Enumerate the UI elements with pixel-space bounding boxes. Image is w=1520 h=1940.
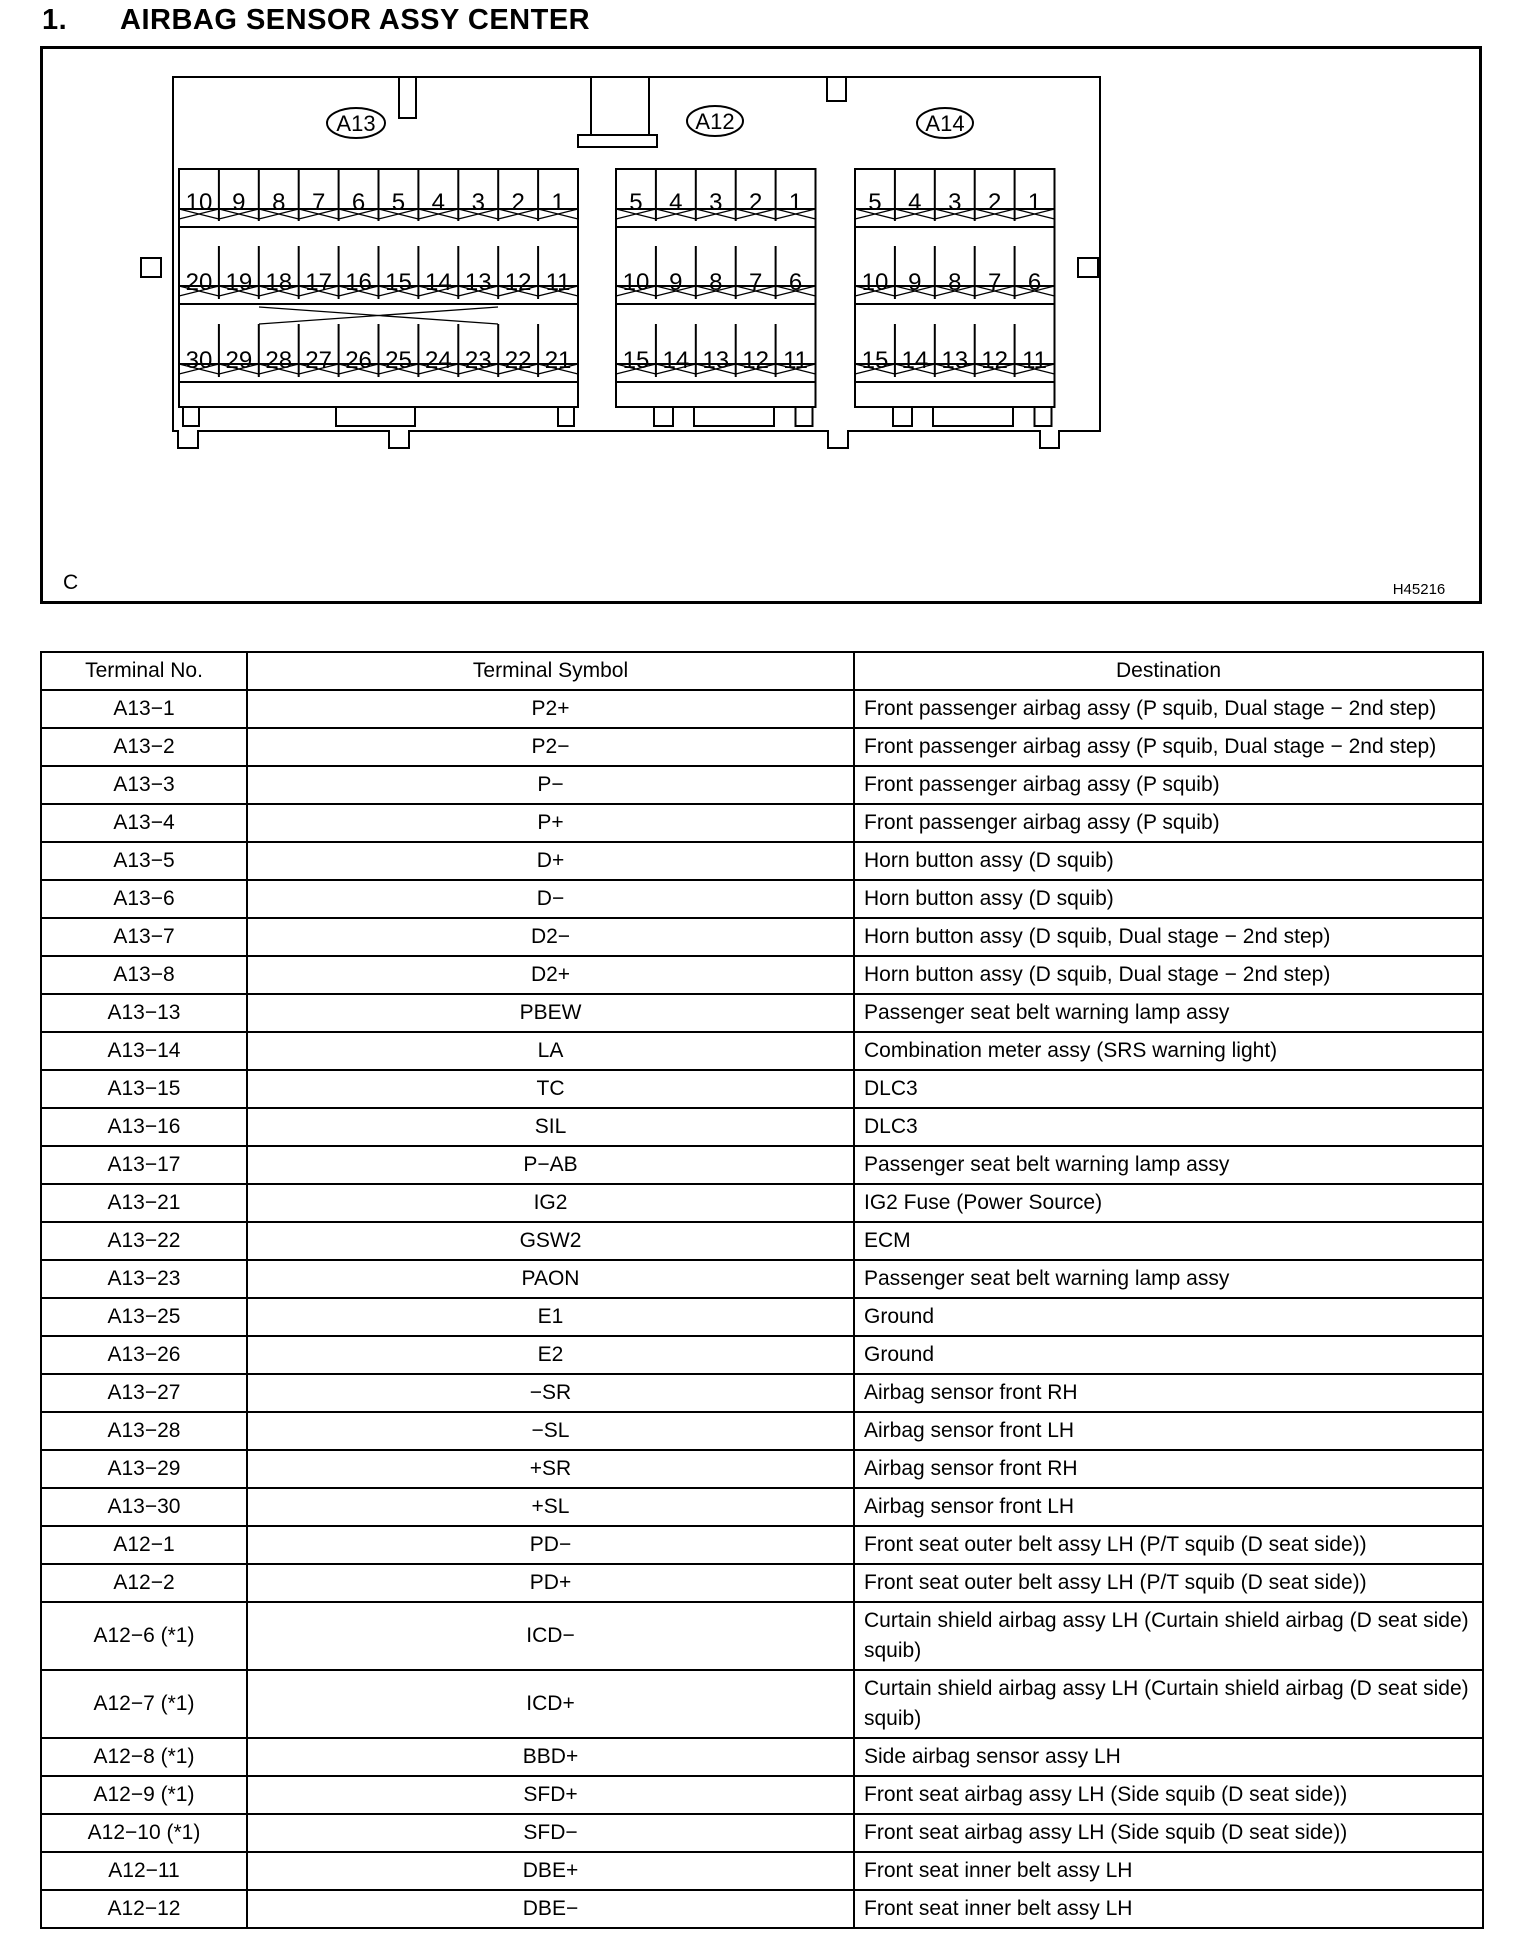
pin-number: 26 — [345, 347, 372, 374]
terminal-no-cell: A13−3 — [41, 766, 247, 804]
corner-label: C — [63, 571, 79, 594]
terminal-no-cell: A12−1 — [41, 1526, 247, 1564]
terminal-symbol-cell: PBEW — [247, 994, 854, 1032]
pin-number: 1 — [1027, 189, 1042, 216]
pin-number: 6 — [351, 189, 366, 216]
terminal-symbol-cell: SFD+ — [247, 1776, 854, 1814]
destination-cell: Front seat airbag assy LH (Side squib (D seat side)) — [854, 1776, 1483, 1814]
terminal-symbol-cell: PD+ — [247, 1564, 854, 1602]
terminal-symbol-cell: −SR — [247, 1374, 854, 1412]
pin-number: 13 — [702, 347, 730, 374]
destination-cell: IG2 Fuse (Power Source) — [854, 1184, 1483, 1222]
table-row — [41, 1184, 1483, 1222]
pin-number: 10 — [622, 269, 650, 296]
destination-cell: Curtain shield airbag assy LH (Curtain shield airbag (D seat side) squib) — [854, 1602, 1483, 1670]
table-row — [41, 1776, 1483, 1814]
pin-number: 5 — [629, 189, 643, 216]
table-row — [41, 1602, 1483, 1670]
terminal-no-cell: A13−22 — [41, 1222, 247, 1260]
terminal-no-cell: A13−13 — [41, 994, 247, 1032]
connector-a12 — [616, 106, 816, 426]
figure-id: H45216 — [1392, 581, 1446, 598]
pin-number: 5 — [868, 189, 882, 216]
table-row — [41, 1374, 1483, 1412]
destination-cell: DLC3 — [854, 1070, 1483, 1108]
pin-number: 17 — [305, 269, 333, 296]
terminal-no-cell: A12−6 (*1) — [41, 1602, 247, 1670]
terminal-symbol-cell: D− — [247, 880, 854, 918]
table-row — [41, 728, 1483, 766]
pin-number: 15 — [385, 269, 412, 296]
terminal-no-cell: A12−10 (*1) — [41, 1814, 247, 1852]
pin-number: 13 — [464, 269, 492, 296]
terminal-no-cell: A13−14 — [41, 1032, 247, 1070]
table-row — [41, 842, 1483, 880]
terminal-symbol-cell: PAON — [247, 1260, 854, 1298]
pin-number: 21 — [544, 347, 572, 374]
destination-cell: ECM — [854, 1222, 1483, 1260]
table-row — [41, 956, 1483, 994]
table-row — [41, 1488, 1483, 1526]
table-row — [41, 1070, 1483, 1108]
pin-number: 15 — [861, 347, 889, 374]
table-row — [41, 1670, 1483, 1738]
terminal-table — [40, 651, 1484, 1929]
pin-number: 9 — [232, 189, 246, 216]
terminal-no-cell: A13−5 — [41, 842, 247, 880]
pin-number: 3 — [948, 189, 962, 216]
terminal-symbol-cell: −SL — [247, 1412, 854, 1450]
pin-number: 25 — [385, 347, 412, 374]
pin-number: 6 — [1027, 269, 1042, 296]
connector-label: A13 — [336, 111, 376, 136]
terminal-symbol-cell: DBE− — [247, 1890, 854, 1928]
table-row — [41, 1032, 1483, 1070]
terminal-no-cell: A13−1 — [41, 690, 247, 728]
table-row — [41, 1526, 1483, 1564]
terminal-symbol-cell: BBD+ — [247, 1738, 854, 1776]
table-row — [41, 1852, 1483, 1890]
terminal-symbol-cell: +SR — [247, 1450, 854, 1488]
destination-cell: Side airbag sensor assy LH — [854, 1738, 1483, 1776]
pin-number: 10 — [861, 269, 889, 296]
pin-number: 3 — [709, 189, 723, 216]
pin-number: 4 — [669, 189, 683, 216]
terminal-no-cell: A12−7 (*1) — [41, 1670, 247, 1738]
pin-number: 13 — [941, 347, 969, 374]
terminal-symbol-cell: ICD− — [247, 1602, 854, 1670]
pin-number: 15 — [622, 347, 650, 374]
terminal-symbol-cell: P−AB — [247, 1146, 854, 1184]
pin-number: 6 — [788, 269, 803, 296]
terminal-no-cell: A12−12 — [41, 1890, 247, 1928]
pin-number: 16 — [345, 269, 372, 296]
pin-number: 11 — [783, 347, 809, 374]
pin-number: 8 — [272, 189, 286, 216]
table-row — [41, 1450, 1483, 1488]
destination-cell: Horn button assy (D squib) — [854, 880, 1483, 918]
table-row — [41, 1890, 1483, 1928]
destination-cell: Front passenger airbag assy (P squib) — [854, 766, 1483, 804]
terminal-symbol-cell: D+ — [247, 842, 854, 880]
table-row — [41, 766, 1483, 804]
terminal-symbol-cell: GSW2 — [247, 1222, 854, 1260]
pin-number: 29 — [225, 347, 253, 374]
terminal-symbol-cell: DBE+ — [247, 1852, 854, 1890]
terminal-symbol-cell: TC — [247, 1070, 854, 1108]
pin-number: 23 — [464, 347, 492, 374]
pin-number: 4 — [908, 189, 922, 216]
terminal-symbol-cell: PD− — [247, 1526, 854, 1564]
terminal-symbol-cell: P2− — [247, 728, 854, 766]
destination-cell: Front passenger airbag assy (P squib) — [854, 804, 1483, 842]
terminal-no-cell: A13−8 — [41, 956, 247, 994]
pin-number: 11 — [1022, 347, 1048, 374]
terminal-no-cell: A13−29 — [41, 1450, 247, 1488]
destination-cell: DLC3 — [854, 1108, 1483, 1146]
terminal-no-cell: A13−2 — [41, 728, 247, 766]
table-row — [41, 918, 1483, 956]
connector-label: A14 — [925, 111, 965, 136]
table-row — [41, 1814, 1483, 1852]
pin-number: 30 — [185, 347, 213, 374]
pin-number: 19 — [225, 269, 253, 296]
table-row — [41, 1108, 1483, 1146]
table-row — [41, 1336, 1483, 1374]
destination-cell: Front seat outer belt assy LH (P/T squib (D seat side)) — [854, 1526, 1483, 1564]
destination-cell: Front passenger airbag assy (P squib, Dual stage − 2nd step) — [854, 690, 1483, 728]
pin-number: 2 — [511, 189, 525, 216]
terminal-no-cell: A13−16 — [41, 1108, 247, 1146]
connector-a14 — [855, 108, 1055, 426]
pin-number: 2 — [987, 189, 1002, 216]
pin-number: 10 — [185, 189, 213, 216]
destination-cell: Horn button assy (D squib) — [854, 842, 1483, 880]
terminal-symbol-cell: D2+ — [247, 956, 854, 994]
destination-cell: Front seat inner belt assy LH — [854, 1890, 1483, 1928]
header-destination: Destination — [854, 652, 1483, 690]
destination-cell: Horn button assy (D squib, Dual stage − 2nd step) — [854, 956, 1483, 994]
terminal-no-cell: A12−2 — [41, 1564, 247, 1602]
section-title: AIRBAG SENSOR ASSY CENTER — [120, 4, 591, 36]
destination-cell: Ground — [854, 1336, 1483, 1374]
destination-cell: Front seat outer belt assy LH (P/T squib (D seat side)) — [854, 1564, 1483, 1602]
connector-label: A12 — [695, 109, 735, 134]
terminal-symbol-cell: D2− — [247, 918, 854, 956]
terminal-no-cell: A13−21 — [41, 1184, 247, 1222]
pin-number: 11 — [545, 269, 571, 296]
pin-number: 7 — [748, 269, 763, 296]
terminal-no-cell: A13−17 — [41, 1146, 247, 1184]
terminal-symbol-cell: SIL — [247, 1108, 854, 1146]
table-row — [41, 1738, 1483, 1776]
terminal-symbol-cell: IG2 — [247, 1184, 854, 1222]
terminal-symbol-cell: P+ — [247, 804, 854, 842]
page-title — [42, 0, 590, 40]
pin-number: 20 — [185, 269, 213, 296]
destination-cell: Front seat inner belt assy LH — [854, 1852, 1483, 1890]
pin-number: 27 — [305, 347, 333, 374]
terminal-no-cell: A13−6 — [41, 880, 247, 918]
terminal-no-cell: A12−8 (*1) — [41, 1738, 247, 1776]
terminal-symbol-cell: E1 — [247, 1298, 854, 1336]
pin-number: 12 — [981, 347, 1009, 374]
terminal-no-cell: A13−4 — [41, 804, 247, 842]
pin-number: 5 — [391, 189, 406, 216]
terminal-symbol-cell: ICD+ — [247, 1670, 854, 1738]
connector-diagram-frame — [40, 46, 1482, 604]
table-row — [41, 804, 1483, 842]
pin-number: 12 — [504, 269, 532, 296]
destination-cell: Curtain shield airbag assy LH (Curtain shield airbag (D seat side) squib) — [854, 1670, 1483, 1738]
terminal-no-cell: A13−23 — [41, 1260, 247, 1298]
terminal-no-cell: A13−27 — [41, 1374, 247, 1412]
destination-cell: Passenger seat belt warning lamp assy — [854, 1146, 1483, 1184]
destination-cell: Front seat airbag assy LH (Side squib (D seat side)) — [854, 1814, 1483, 1852]
pin-number: 1 — [788, 189, 803, 216]
terminal-no-cell: A13−7 — [41, 918, 247, 956]
pin-number: 14 — [662, 347, 690, 374]
terminal-no-cell: A13−30 — [41, 1488, 247, 1526]
pin-number: 12 — [742, 347, 770, 374]
table-row — [41, 1222, 1483, 1260]
pin-number: 14 — [901, 347, 929, 374]
destination-cell: Passenger seat belt warning lamp assy — [854, 1260, 1483, 1298]
table-row — [41, 690, 1483, 728]
destination-cell: Passenger seat belt warning lamp assy — [854, 994, 1483, 1032]
table-row — [41, 1146, 1483, 1184]
destination-cell: Airbag sensor front LH — [854, 1488, 1483, 1526]
table-row — [41, 1564, 1483, 1602]
terminal-no-cell: A13−26 — [41, 1336, 247, 1374]
destination-cell: Airbag sensor front RH — [854, 1450, 1483, 1488]
destination-cell: Front passenger airbag assy (P squib, Dual stage − 2nd step) — [854, 728, 1483, 766]
pin-number: 4 — [431, 189, 446, 216]
pin-number: 28 — [265, 347, 293, 374]
destination-cell: Airbag sensor front LH — [854, 1412, 1483, 1450]
pin-number: 18 — [265, 269, 293, 296]
header-terminal-symbol: Terminal Symbol — [247, 652, 854, 690]
terminal-no-cell: A12−11 — [41, 1852, 247, 1890]
pin-number: 8 — [948, 269, 962, 296]
terminal-symbol-cell: P− — [247, 766, 854, 804]
destination-cell: Combination meter assy (SRS warning light) — [854, 1032, 1483, 1070]
table-row — [41, 1260, 1483, 1298]
terminal-symbol-cell: E2 — [247, 1336, 854, 1374]
terminal-no-cell: A13−25 — [41, 1298, 247, 1336]
pin-number: 22 — [504, 347, 532, 374]
table-row — [41, 1412, 1483, 1450]
terminal-no-cell: A12−9 (*1) — [41, 1776, 247, 1814]
table-row — [41, 1298, 1483, 1336]
connector-a13 — [179, 108, 578, 426]
destination-cell: Horn button assy (D squib, Dual stage − 2nd step) — [854, 918, 1483, 956]
pin-number: 14 — [424, 269, 452, 296]
pin-number: 9 — [908, 269, 922, 296]
pin-number: 2 — [748, 189, 763, 216]
header-terminal-no: Terminal No. — [41, 652, 247, 690]
terminal-no-cell: A13−28 — [41, 1412, 247, 1450]
destination-cell: Airbag sensor front RH — [854, 1374, 1483, 1412]
pin-number: 9 — [669, 269, 683, 296]
terminal-symbol-cell: SFD− — [247, 1814, 854, 1852]
terminal-symbol-cell: LA — [247, 1032, 854, 1070]
pin-number: 1 — [551, 189, 565, 216]
pin-number: 8 — [709, 269, 723, 296]
connector-diagram — [43, 49, 1479, 601]
section-number: 1. — [42, 4, 68, 36]
terminal-symbol-cell: +SL — [247, 1488, 854, 1526]
pin-number: 7 — [987, 269, 1002, 296]
table-row — [41, 880, 1483, 918]
table-header-row — [41, 652, 1483, 690]
destination-cell: Ground — [854, 1298, 1483, 1336]
pin-number: 24 — [424, 347, 452, 374]
pin-number: 7 — [311, 189, 326, 216]
terminal-symbol-cell: P2+ — [247, 690, 854, 728]
terminal-no-cell: A13−15 — [41, 1070, 247, 1108]
table-row — [41, 994, 1483, 1032]
pin-number: 3 — [471, 189, 485, 216]
